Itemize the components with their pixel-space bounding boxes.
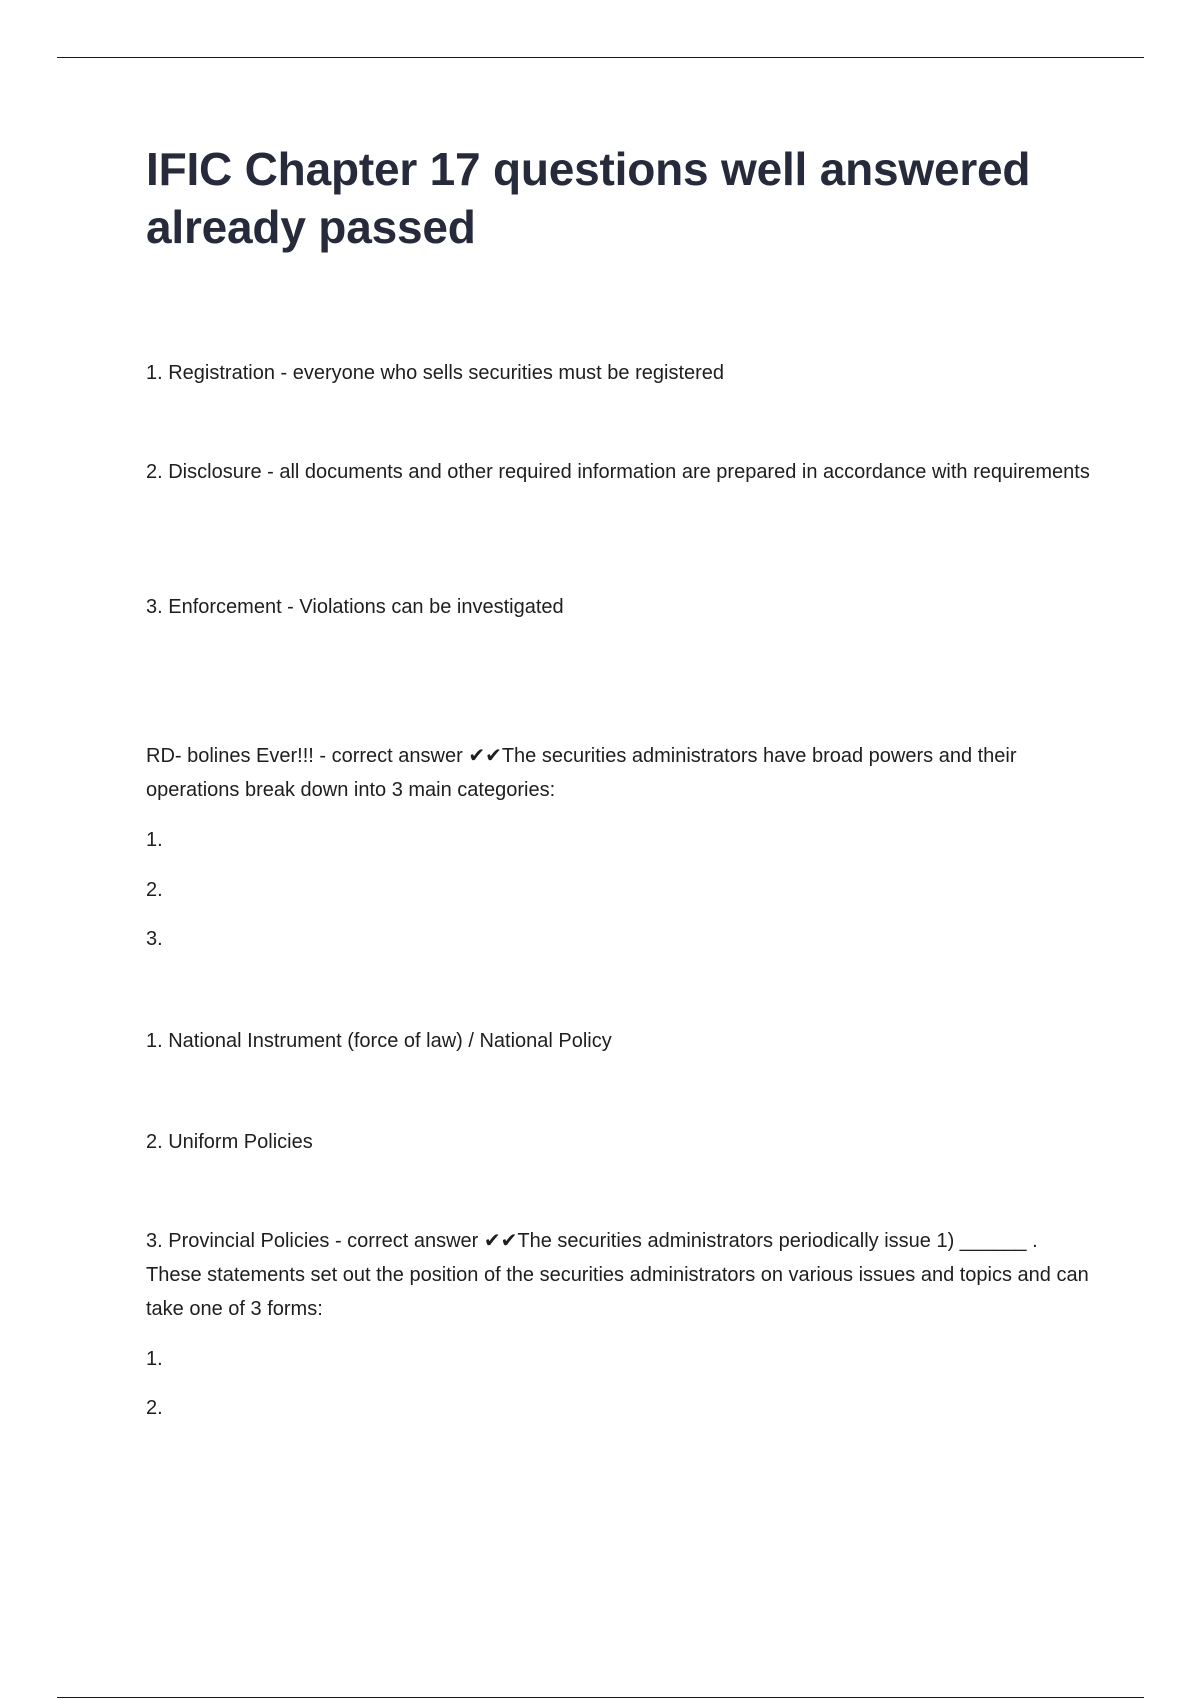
- list-marker: 1.: [146, 1348, 163, 1370]
- paragraph-enforcement: 3. Enforcement - Violations can be investigated: [146, 596, 564, 618]
- list-marker: 2.: [146, 1397, 163, 1419]
- document-title: IFIC Chapter 17 questions well answered already passed: [146, 143, 1031, 253]
- top-rule: [57, 57, 1144, 58]
- paragraph-national-instrument: 1. National Instrument (force of law) / National Policy: [146, 1030, 612, 1052]
- paragraph-question-categories: RD- bolines Ever!!! - correct answer ✔✔The securities administrators have broad powers and their operations break down into 3 main categories:: [146, 745, 1017, 801]
- paragraph-registration: 1. Registration - everyone who sells securities must be registered: [146, 362, 725, 384]
- document-body: [146, 140, 1096, 1419]
- paragraph-disclosure: 2. Disclosure - all documents and other required information are prepared in accordance with requirements: [146, 461, 1090, 483]
- list-marker: 3.: [146, 928, 163, 950]
- list-marker: 1.: [146, 829, 163, 851]
- bottom-rule: [57, 1697, 1144, 1698]
- paragraph-provincial-policies: 3. Provincial Policies - correct answer ✔✔The securities administrators periodically issue 1) ______ . These statements set out the position of the securities administrators on various issues and topics and can take one of 3 forms:: [146, 1230, 1089, 1320]
- paragraph-uniform-policies: 2. Uniform Policies: [146, 1131, 313, 1153]
- list-marker: 2.: [146, 879, 163, 901]
